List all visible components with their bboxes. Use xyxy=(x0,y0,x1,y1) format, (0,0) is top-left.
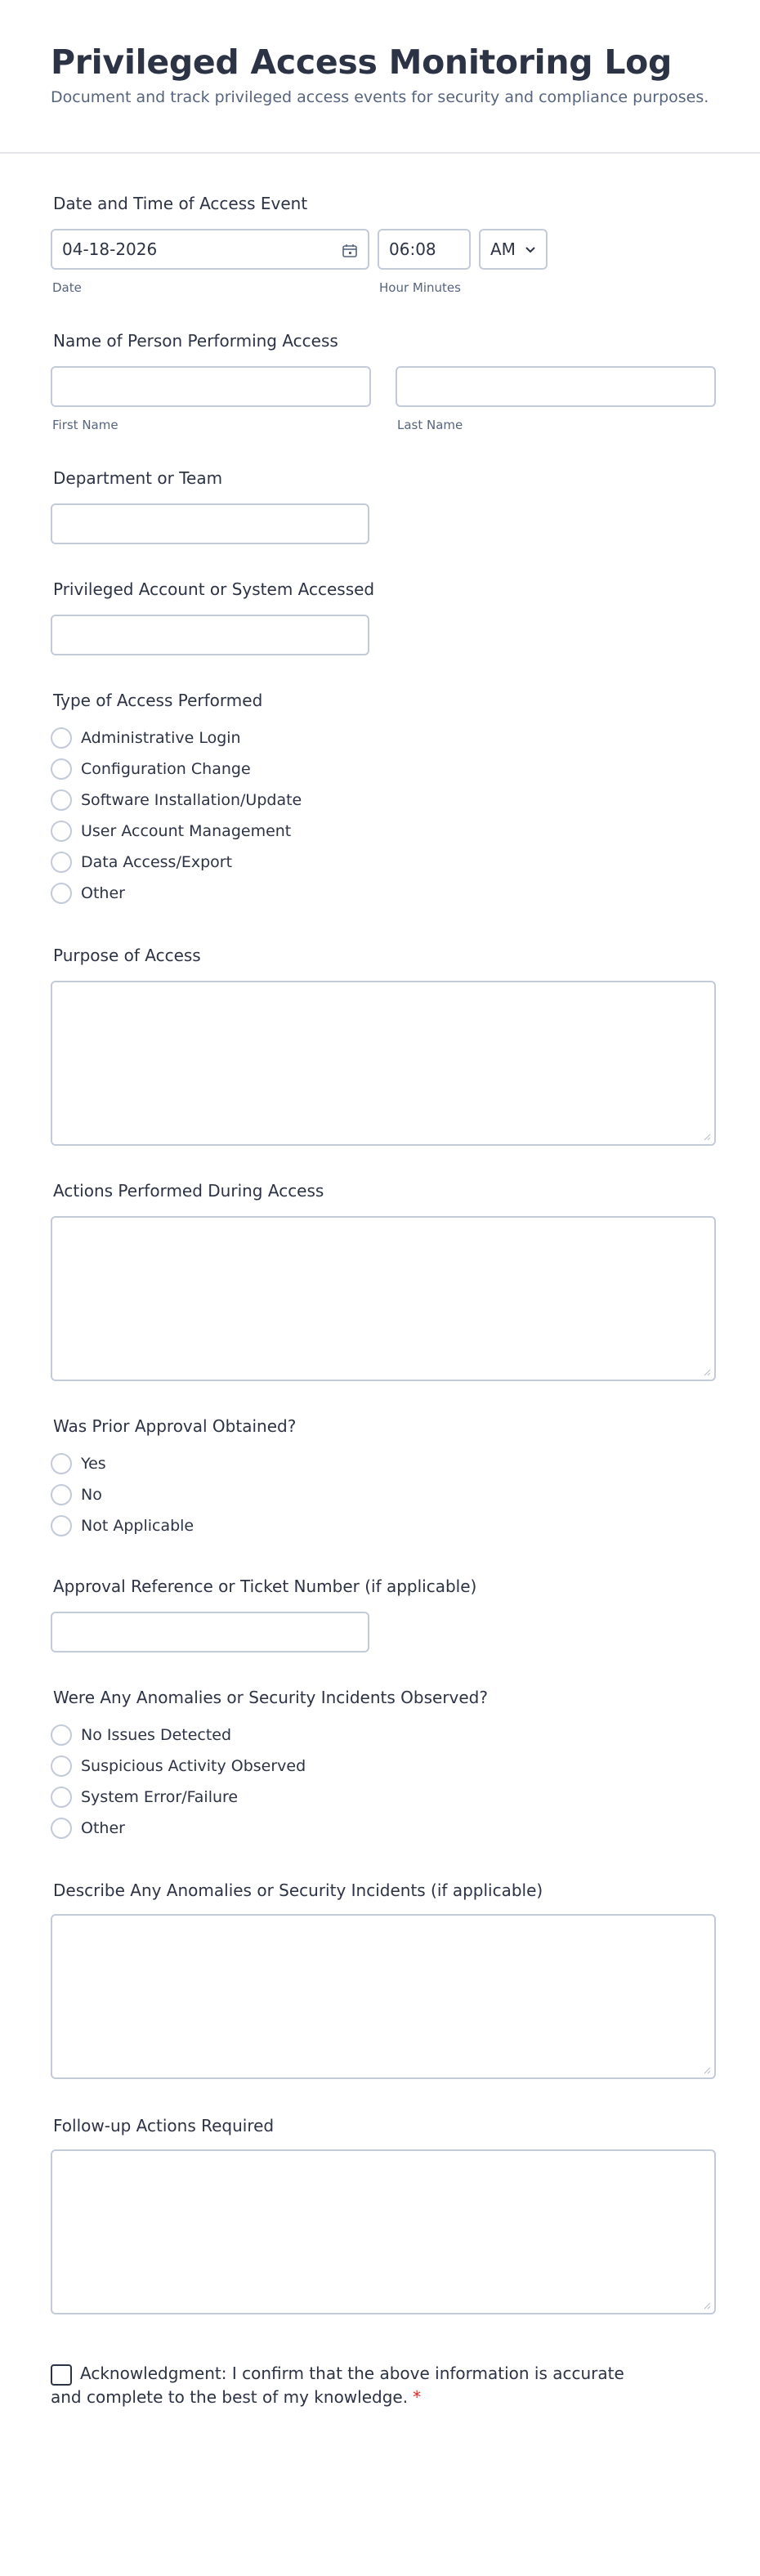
anomalies-options xyxy=(51,1720,716,1844)
radio-button[interactable] xyxy=(51,1484,72,1505)
anomalies-label: Were Any Anomalies or Security Incidents Observed? xyxy=(53,1688,488,1707)
radio-label: Administrative Login xyxy=(81,729,241,747)
first-name-input[interactable] xyxy=(51,366,371,407)
radio-option[interactable] xyxy=(51,816,716,847)
acknowledgment-checkbox[interactable] xyxy=(51,2364,72,2386)
radio-label: No xyxy=(81,1486,102,1504)
acknowledgment xyxy=(51,2362,655,2408)
radio-button[interactable] xyxy=(51,727,72,749)
radio-button[interactable] xyxy=(51,1818,72,1839)
followup-textarea[interactable] xyxy=(51,2149,716,2314)
form-header xyxy=(0,0,760,154)
resize-grip-icon[interactable] xyxy=(703,1133,711,1141)
department-input[interactable] xyxy=(51,503,369,544)
radio-option[interactable] xyxy=(51,1813,716,1844)
radio-label: Other xyxy=(81,884,125,902)
anomaly-desc-textarea[interactable] xyxy=(51,1914,716,2079)
last-name-sublabel: Last Name xyxy=(397,418,463,432)
radio-option[interactable] xyxy=(51,1720,716,1751)
chevron-down-icon xyxy=(525,245,536,255)
approval-ref-label: Approval Reference or Ticket Number (if applicable) xyxy=(53,1576,477,1596)
last-name-input[interactable] xyxy=(396,366,716,407)
radio-button[interactable] xyxy=(51,1787,72,1808)
time-input[interactable] xyxy=(378,229,471,270)
form-subtitle: Document and track privileged access events for security and compliance purposes. xyxy=(51,88,709,106)
access-type-options xyxy=(51,722,716,909)
time-sublabel: Hour Minutes xyxy=(379,280,461,295)
resize-grip-icon[interactable] xyxy=(703,1368,711,1376)
actions-label: Actions Performed During Access xyxy=(53,1181,324,1201)
approval-label: Was Prior Approval Obtained? xyxy=(53,1416,297,1436)
followup-label: Follow-up Actions Required xyxy=(53,2116,275,2135)
department-label: Department or Team xyxy=(53,468,223,488)
resize-grip-icon[interactable] xyxy=(703,2066,711,2074)
approval-options xyxy=(51,1448,716,1541)
radio-label: No Issues Detected xyxy=(81,1726,232,1744)
radio-option[interactable] xyxy=(51,878,716,909)
radio-option[interactable] xyxy=(51,785,716,816)
approval-ref-input[interactable] xyxy=(51,1612,369,1652)
time-value: 06:08 xyxy=(389,239,436,259)
calendar-icon[interactable] xyxy=(342,243,358,259)
radio-button[interactable] xyxy=(51,821,72,842)
acknowledgment-text: Acknowledgment: I confirm that the above information is accurate and complete to the best of my knowledge. xyxy=(51,2364,624,2407)
actions-textarea[interactable] xyxy=(51,1216,716,1381)
purpose-label: Purpose of Access xyxy=(53,946,201,965)
account-input[interactable] xyxy=(51,615,369,655)
radio-button[interactable] xyxy=(51,1755,72,1777)
ampm-value: AM xyxy=(490,239,516,259)
radio-button[interactable] xyxy=(51,758,72,780)
radio-option[interactable] xyxy=(51,1782,716,1813)
radio-option[interactable] xyxy=(51,1510,716,1541)
radio-label: Suspicious Activity Observed xyxy=(81,1757,306,1775)
radio-option[interactable] xyxy=(51,847,716,878)
radio-label: Configuration Change xyxy=(81,760,251,778)
account-label: Privileged Account or System Accessed xyxy=(53,579,375,599)
form-title: Privileged Access Monitoring Log xyxy=(51,42,673,82)
datetime-label: Date and Time of Access Event xyxy=(53,194,308,213)
radio-label: System Error/Failure xyxy=(81,1788,239,1806)
radio-label: Software Installation/Update xyxy=(81,791,302,809)
radio-label: User Account Management xyxy=(81,822,292,840)
radio-button[interactable] xyxy=(51,1453,72,1474)
purpose-textarea[interactable] xyxy=(51,981,716,1146)
date-sublabel: Date xyxy=(52,280,82,295)
first-name-sublabel: First Name xyxy=(52,418,118,432)
resize-grip-icon[interactable] xyxy=(703,2301,711,2310)
required-mark: * xyxy=(413,2386,422,2407)
radio-button[interactable] xyxy=(51,789,72,811)
radio-label: Not Applicable xyxy=(81,1517,194,1535)
radio-button[interactable] xyxy=(51,1515,72,1536)
radio-option[interactable] xyxy=(51,1751,716,1782)
radio-label: Data Access/Export xyxy=(81,853,233,871)
date-input[interactable] xyxy=(51,229,369,270)
name-label: Name of Person Performing Access xyxy=(53,331,338,351)
radio-button[interactable] xyxy=(51,852,72,873)
ampm-select[interactable] xyxy=(479,229,548,270)
radio-option[interactable] xyxy=(51,754,716,785)
radio-button[interactable] xyxy=(51,1724,72,1746)
radio-button[interactable] xyxy=(51,883,72,904)
radio-option[interactable] xyxy=(51,1479,716,1510)
anomaly-desc-label: Describe Any Anomalies or Security Incidents (if applicable) xyxy=(53,1881,543,1900)
date-value: 04-18-2026 xyxy=(62,239,158,259)
access-type-label: Type of Access Performed xyxy=(53,691,263,710)
radio-option[interactable] xyxy=(51,722,716,754)
radio-label: Yes xyxy=(81,1455,106,1473)
radio-label: Other xyxy=(81,1819,125,1837)
radio-option[interactable] xyxy=(51,1448,716,1479)
